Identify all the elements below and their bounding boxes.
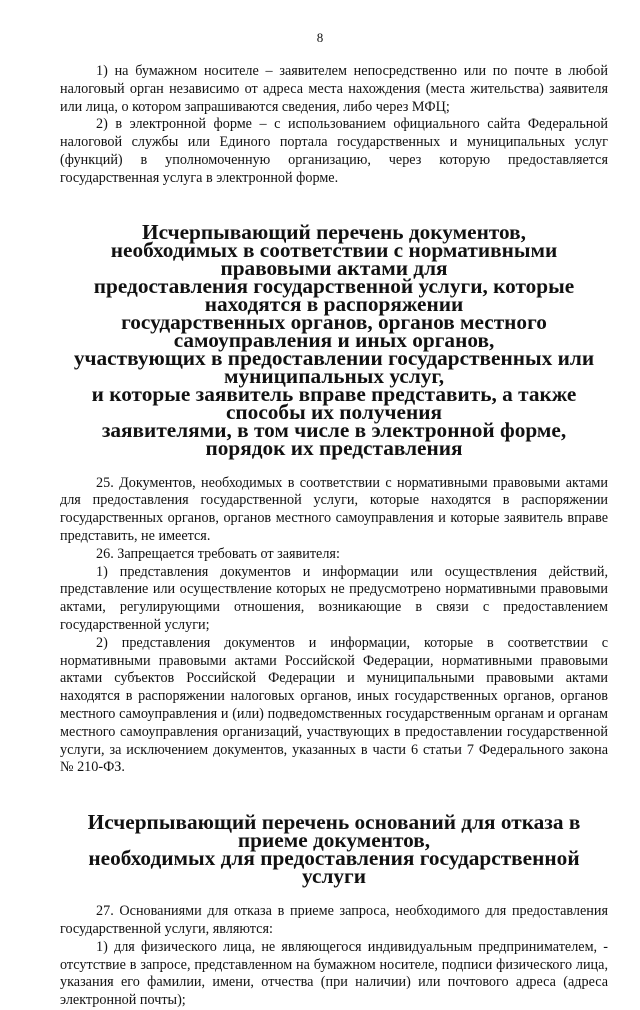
heading-line: Исчерпывающий перечень документов, (142, 219, 526, 244)
heading-line: заявителями, в том числе в электронной форме, порядок их представления (101, 417, 567, 460)
heading-line: и которые заявитель вправе представить, а также способы их получения (91, 381, 577, 424)
document-body (60, 63, 608, 1010)
paragraph-27-item-1: 1) для физического лица, не являющегося индивидуальным предпринимателем, - отсутствие в запросе, представленном на бумажном носителе, подписи физического лица, указания его фамилии, имени, отчества (при наличии) или почтового адреса (адреса электронной почты); (60, 938, 608, 1009)
section-heading-refusal-grounds (60, 810, 608, 889)
paragraph-25: 25. Документов, необходимых в соответствии с нормативными правовыми актами для предоставления государственной услуги, которые находятся в распоряжении государственных органов, органов местного самоуправления и которые заявитель вправе представить, не имеется. (60, 474, 608, 544)
heading-line: необходимых в соответствии с нормативными правовыми актами для (110, 237, 558, 280)
paragraph-26-item-1: 1) представления документов и информации или осуществления действий, представление или осуществление которых не предусмотрено нормативными правовыми актами, регулирующими отношения, возникающие в связи с предоставлением государственной услуги; (60, 563, 608, 633)
section-heading-documents-list (60, 219, 608, 460)
heading-line: государственных органов, органов местного самоуправления и иных органов, (121, 309, 547, 352)
paragraph-26: 26. Запрещается требовать от заявителя: (96, 545, 340, 562)
heading-line: участвующих в предоставлении государственных или муниципальных услуг, (73, 345, 595, 388)
paragraph-paper-submission: 1) на бумажном носителе – заявителем непосредственно или по почте в любой налоговый орган независимо от адреса места нахождения (места жительства) заявителя или лица, о котором запрашиваются сведения, либо через МФЦ; (60, 63, 608, 115)
paragraph-27: 27. Основаниями для отказа в приеме запроса, необходимого для предоставления государственной услуги, являются: (60, 903, 608, 937)
heading-line: необходимых для предоставления государственной услуги (88, 846, 580, 889)
page-number: 8 (316, 30, 324, 45)
heading-line: предоставления государственной услуги, которые находятся в распоряжении (93, 273, 575, 316)
paragraph-26-item-2: 2) представления документов и информации, которые в соответствии с нормативными правовыми актами Российской Федерации, нормативными правовыми актами субъектов Российской Федерации и муниципальными правовыми актами находятся в распоряжении налоговых органов, иных государственных органов, органов местного самоуправления и (или) подведомственных государственным органам и органам местного самоуправления организаций, участвующих в предоставлении государственной услуги, за исключением документов, указанных в части 6 статьи 7 Федерального закона № 210-ФЗ. (60, 634, 608, 776)
paragraph-electronic-submission: 2) в электронной форме – с использованием официального сайта Федеральной налоговой службы или Единого портала государственных и муниципальных услуг (функций) в уполномоченную организацию, через которую предоставляется государственная услуга в электронной форме. (60, 116, 608, 186)
heading-line: Исчерпывающий перечень оснований для отказа в приеме документов, (87, 810, 581, 853)
